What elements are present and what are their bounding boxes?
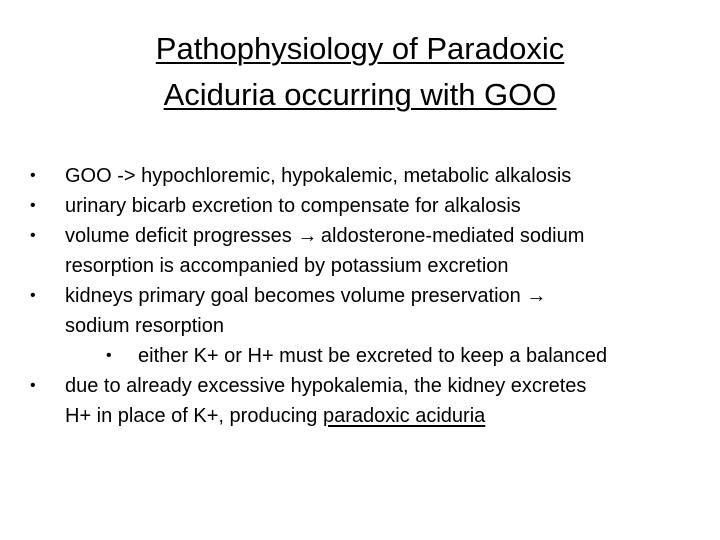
bullet-item-3 xyxy=(30,221,700,281)
bullet-icon: • xyxy=(30,377,36,394)
slide-title-line-2: Aciduria occurring with GOO xyxy=(163,77,557,112)
right-arrow-icon: → xyxy=(526,285,547,307)
bullet-line-2: resorption is accompanied by potassium excretion xyxy=(65,255,509,277)
bullet-item-1 xyxy=(30,161,700,191)
bullet-text: kidneys primary goal becomes volume preservation xyxy=(65,285,521,307)
bullet-icon: • xyxy=(30,287,36,304)
bullet-text: GOO -> hypochloremic, hypokalemic, metabolic alkalosis xyxy=(65,165,572,187)
bullet-icon: • xyxy=(30,227,36,244)
bullet-line-2 xyxy=(65,401,700,431)
bullet-text: urinary bicarb excretion to compensate for alkalosis xyxy=(65,195,521,217)
bullet-icon: • xyxy=(30,197,36,214)
bullet-line-1 xyxy=(65,221,700,251)
slide-title xyxy=(40,26,680,118)
bullet-line-1 xyxy=(65,281,700,311)
bullet-list xyxy=(30,161,700,431)
bullet-line-1: due to already excessive hypokalemia, the kidney excretes xyxy=(65,375,587,397)
bullet-item-2 xyxy=(30,191,700,221)
bullet-line-2: sodium resorption xyxy=(65,315,224,337)
paradoxic-aciduria-term: paradoxic aciduria xyxy=(322,405,486,427)
bullet-text: volume deficit progresses xyxy=(65,225,292,247)
bullet-item-5 xyxy=(30,371,700,431)
bullet-text: either K+ or H+ must be excreted to keep a balanced xyxy=(138,345,608,367)
right-arrow-icon: → xyxy=(297,225,318,247)
slide-title-line-1: Pathophysiology of Paradoxic xyxy=(155,31,565,66)
bullet-icon: • xyxy=(106,347,112,364)
bullet-item-4 xyxy=(30,281,700,341)
bullet-text: aldosterone-mediated sodium xyxy=(320,225,585,247)
bullet-text: H+ in place of K+, producing xyxy=(65,405,323,427)
bullet-icon: • xyxy=(30,167,36,184)
sub-bullet-item-1 xyxy=(30,341,700,371)
